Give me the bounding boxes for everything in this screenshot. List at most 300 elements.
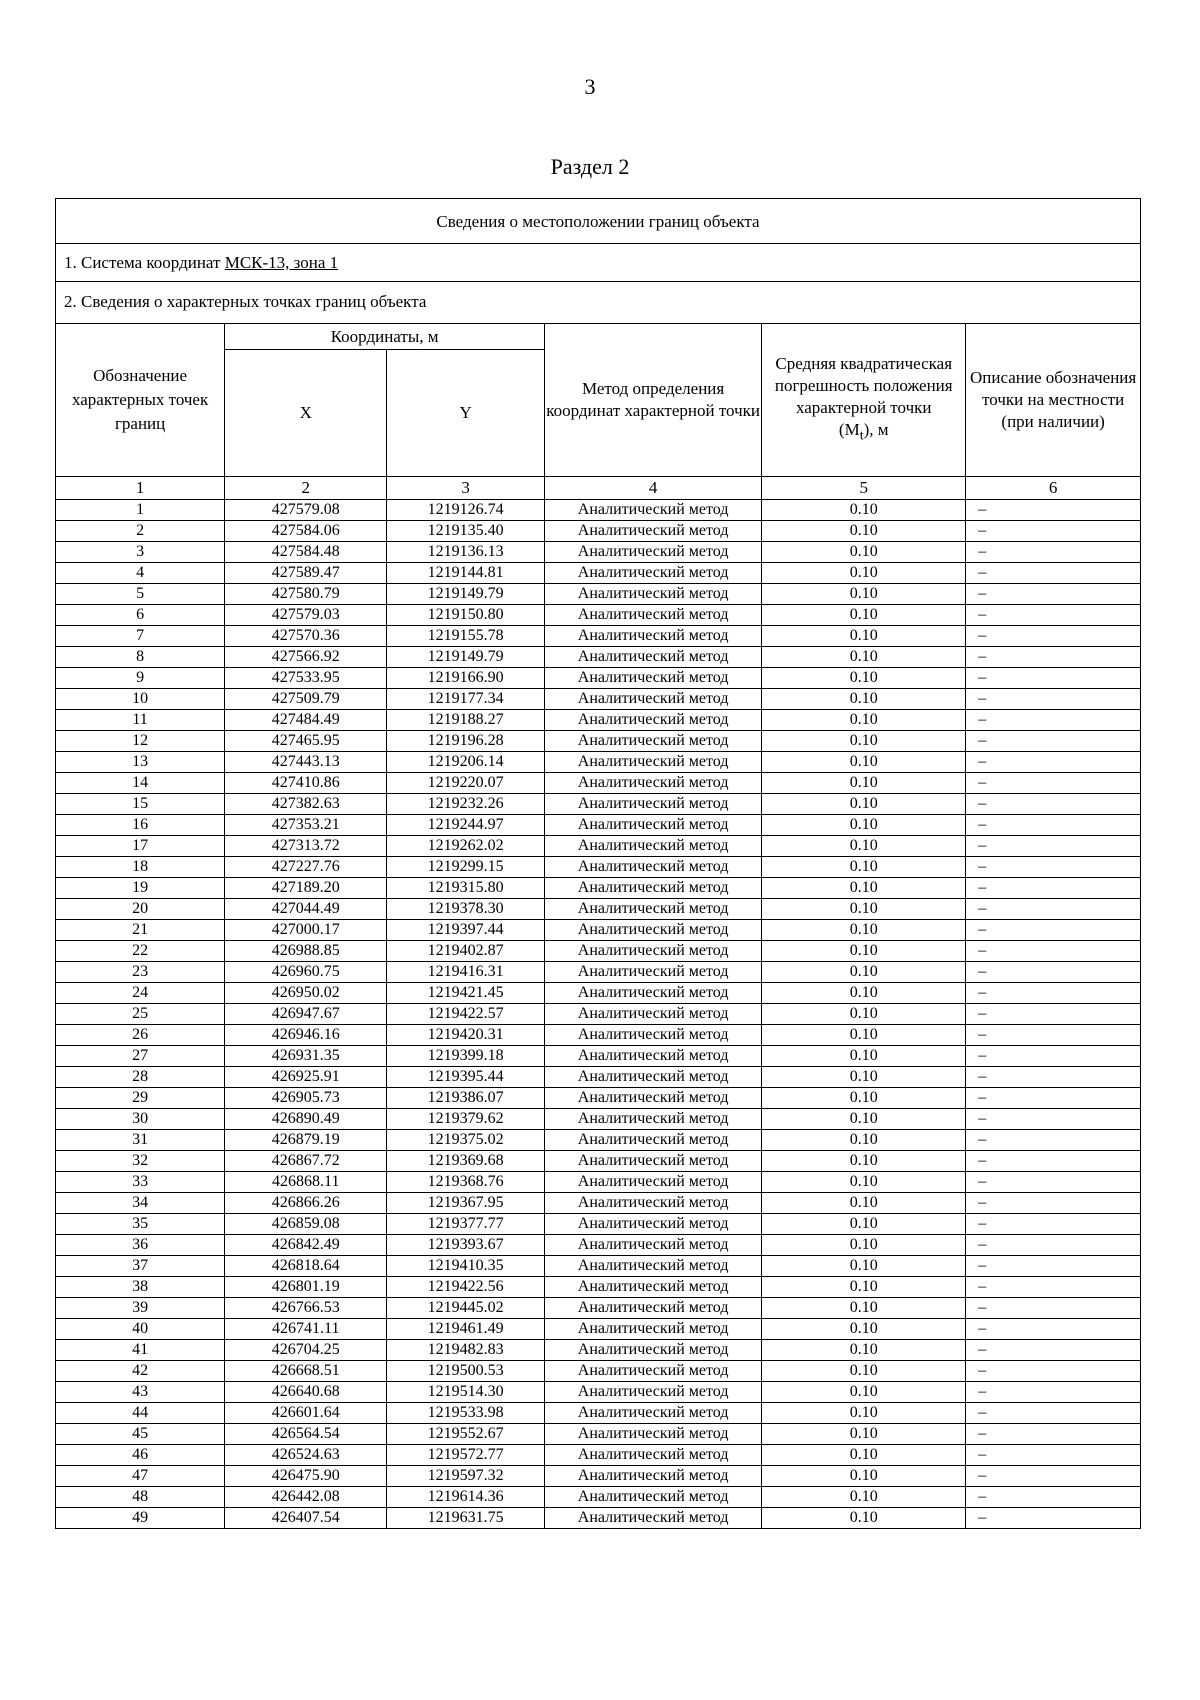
coordinate-system-value: МСК-13, зона 1	[224, 253, 339, 272]
cell-error: 0.10	[762, 563, 966, 584]
cell-y: 1219386.07	[387, 1088, 545, 1109]
cell-point-number: 48	[56, 1487, 225, 1508]
column-number: 1	[56, 477, 225, 500]
points-section-title: 2. Сведения о характерных точках границ объекта	[56, 282, 1140, 324]
cell-method: Аналитический метод	[545, 836, 762, 857]
cell-x: 426524.63	[225, 1445, 387, 1466]
cell-error: 0.10	[762, 626, 966, 647]
cell-description: –	[966, 647, 1140, 668]
cell-x: 427566.92	[225, 647, 387, 668]
cell-method: Аналитический метод	[545, 899, 762, 920]
table-row	[56, 962, 1140, 983]
cell-method: Аналитический метод	[545, 752, 762, 773]
column-number: 5	[762, 477, 966, 500]
cell-y: 1219144.81	[387, 563, 545, 584]
cell-y: 1219155.78	[387, 626, 545, 647]
cell-point-number: 16	[56, 815, 225, 836]
cell-x: 426442.08	[225, 1487, 387, 1508]
cell-y: 1219368.76	[387, 1172, 545, 1193]
cell-description: –	[966, 542, 1140, 563]
cell-method: Аналитический метод	[545, 1088, 762, 1109]
cell-error: 0.10	[762, 752, 966, 773]
cell-description: –	[966, 1319, 1140, 1340]
header-row-top	[56, 324, 1140, 350]
cell-x: 427589.47	[225, 563, 387, 584]
cell-point-number: 47	[56, 1466, 225, 1487]
col-header-coordinates: Координаты, м	[225, 324, 545, 350]
cell-description: –	[966, 941, 1140, 962]
points-table	[56, 324, 1140, 1528]
cell-method: Аналитический метод	[545, 1004, 762, 1025]
page-number: 3	[584, 74, 596, 99]
cell-error: 0.10	[762, 1403, 966, 1424]
cell-point-number: 24	[56, 983, 225, 1004]
cell-point-number: 37	[56, 1256, 225, 1277]
cell-y: 1219315.80	[387, 878, 545, 899]
table-row	[56, 1403, 1140, 1424]
cell-y: 1219614.36	[387, 1487, 545, 1508]
cell-point-number: 9	[56, 668, 225, 689]
cell-error: 0.10	[762, 647, 966, 668]
table-row	[56, 1130, 1140, 1151]
cell-description: –	[966, 1508, 1140, 1529]
cell-method: Аналитический метод	[545, 1298, 762, 1319]
cell-error: 0.10	[762, 1298, 966, 1319]
cell-x: 426668.51	[225, 1361, 387, 1382]
table-row	[56, 1151, 1140, 1172]
cell-error: 0.10	[762, 1109, 966, 1130]
cell-point-number: 44	[56, 1403, 225, 1424]
cell-error: 0.10	[762, 1130, 966, 1151]
table-row	[56, 794, 1140, 815]
cell-method: Аналитический метод	[545, 878, 762, 899]
cell-point-number: 6	[56, 605, 225, 626]
cell-description: –	[966, 752, 1140, 773]
cell-description: –	[966, 773, 1140, 794]
table-row	[56, 500, 1140, 521]
cell-y: 1219262.02	[387, 836, 545, 857]
cell-error: 0.10	[762, 1151, 966, 1172]
cell-error: 0.10	[762, 1214, 966, 1235]
cell-method: Аналитический метод	[545, 1424, 762, 1445]
cell-x: 427000.17	[225, 920, 387, 941]
cell-y: 1219597.32	[387, 1466, 545, 1487]
cell-x: 426859.08	[225, 1214, 387, 1235]
cell-error: 0.10	[762, 710, 966, 731]
cell-description: –	[966, 605, 1140, 626]
cell-y: 1219572.77	[387, 1445, 545, 1466]
cell-point-number: 22	[56, 941, 225, 962]
cell-error: 0.10	[762, 1046, 966, 1067]
cell-y: 1219369.68	[387, 1151, 545, 1172]
table-row	[56, 1004, 1140, 1025]
cell-error: 0.10	[762, 983, 966, 1004]
table-row	[56, 773, 1140, 794]
cell-description: –	[966, 1235, 1140, 1256]
cell-x: 426950.02	[225, 983, 387, 1004]
cell-description: –	[966, 1298, 1140, 1319]
table-row	[56, 731, 1140, 752]
cell-description: –	[966, 1403, 1140, 1424]
cell-x: 426704.25	[225, 1340, 387, 1361]
cell-x: 426407.54	[225, 1508, 387, 1529]
cell-description: –	[966, 626, 1140, 647]
points-table-body	[56, 500, 1140, 1529]
section-title: Раздел 2	[550, 154, 630, 179]
cell-y: 1219379.62	[387, 1109, 545, 1130]
table-row	[56, 1340, 1140, 1361]
cell-description: –	[966, 1466, 1140, 1487]
table-row	[56, 1256, 1140, 1277]
cell-error: 0.10	[762, 1235, 966, 1256]
cell-description: –	[966, 1214, 1140, 1235]
cell-method: Аналитический метод	[545, 605, 762, 626]
cell-description: –	[966, 668, 1140, 689]
cell-method: Аналитический метод	[545, 773, 762, 794]
table-row	[56, 1424, 1140, 1445]
cell-description: –	[966, 1088, 1140, 1109]
cell-point-number: 49	[56, 1508, 225, 1529]
cell-method: Аналитический метод	[545, 1025, 762, 1046]
cell-description: –	[966, 899, 1140, 920]
col-header-x: X	[225, 350, 387, 477]
cell-x: 426947.67	[225, 1004, 387, 1025]
cell-error: 0.10	[762, 1508, 966, 1529]
cell-point-number: 10	[56, 689, 225, 710]
cell-x: 427227.76	[225, 857, 387, 878]
cell-x: 426867.72	[225, 1151, 387, 1172]
cell-method: Аналитический метод	[545, 1319, 762, 1340]
table-row	[56, 1172, 1140, 1193]
cell-error: 0.10	[762, 899, 966, 920]
cell-description: –	[966, 1487, 1140, 1508]
cell-description: –	[966, 983, 1140, 1004]
table-row	[56, 626, 1140, 647]
table-row	[56, 899, 1140, 920]
cell-x: 427584.06	[225, 521, 387, 542]
cell-x: 427189.20	[225, 878, 387, 899]
cell-x: 427484.49	[225, 710, 387, 731]
cell-method: Аналитический метод	[545, 1277, 762, 1298]
cell-description: –	[966, 500, 1140, 521]
cell-method: Аналитический метод	[545, 1235, 762, 1256]
cell-y: 1219397.44	[387, 920, 545, 941]
cell-method: Аналитический метод	[545, 920, 762, 941]
cell-error: 0.10	[762, 731, 966, 752]
cell-error: 0.10	[762, 962, 966, 983]
cell-x: 426601.64	[225, 1403, 387, 1424]
cell-y: 1219552.67	[387, 1424, 545, 1445]
cell-point-number: 19	[56, 878, 225, 899]
table-row	[56, 1193, 1140, 1214]
cell-y: 1219150.80	[387, 605, 545, 626]
cell-description: –	[966, 584, 1140, 605]
cell-x: 426925.91	[225, 1067, 387, 1088]
cell-x: 426890.49	[225, 1109, 387, 1130]
table-row	[56, 668, 1140, 689]
cell-description: –	[966, 815, 1140, 836]
cell-x: 426564.54	[225, 1424, 387, 1445]
cell-point-number: 27	[56, 1046, 225, 1067]
cell-method: Аналитический метод	[545, 1508, 762, 1529]
cell-error: 0.10	[762, 1004, 966, 1025]
col-header-error-unit: ), м	[863, 420, 889, 440]
cell-point-number: 13	[56, 752, 225, 773]
coordinate-system-row	[56, 244, 1140, 282]
cell-point-number: 14	[56, 773, 225, 794]
cell-description: –	[966, 857, 1140, 878]
table-row	[56, 1067, 1140, 1088]
cell-point-number: 8	[56, 647, 225, 668]
cell-description: –	[966, 689, 1140, 710]
cell-error: 0.10	[762, 689, 966, 710]
table-row	[56, 542, 1140, 563]
cell-error: 0.10	[762, 941, 966, 962]
table-row	[56, 647, 1140, 668]
cell-x: 427533.95	[225, 668, 387, 689]
cell-error: 0.10	[762, 1382, 966, 1403]
cell-y: 1219393.67	[387, 1235, 545, 1256]
cell-x: 426842.49	[225, 1235, 387, 1256]
cell-x: 426640.68	[225, 1382, 387, 1403]
cell-x: 426946.16	[225, 1025, 387, 1046]
table-row	[56, 983, 1140, 1004]
cell-description: –	[966, 1361, 1140, 1382]
cell-error: 0.10	[762, 773, 966, 794]
cell-x: 426866.26	[225, 1193, 387, 1214]
cell-point-number: 23	[56, 962, 225, 983]
cell-point-number: 33	[56, 1172, 225, 1193]
cell-point-number: 39	[56, 1298, 225, 1319]
cell-error: 0.10	[762, 1256, 966, 1277]
cell-description: –	[966, 1172, 1140, 1193]
table-row	[56, 836, 1140, 857]
cell-x: 426905.73	[225, 1088, 387, 1109]
cell-description: –	[966, 920, 1140, 941]
cell-method: Аналитический метод	[545, 1214, 762, 1235]
table-row	[56, 1025, 1140, 1046]
cell-error: 0.10	[762, 500, 966, 521]
cell-description: –	[966, 836, 1140, 857]
cell-description: –	[966, 563, 1140, 584]
cell-description: –	[966, 1256, 1140, 1277]
cell-method: Аналитический метод	[545, 857, 762, 878]
cell-method: Аналитический метод	[545, 1172, 762, 1193]
cell-method: Аналитический метод	[545, 1361, 762, 1382]
cell-y: 1219410.35	[387, 1256, 545, 1277]
table-header: Сведения о местоположении границ объекта	[56, 199, 1140, 244]
table-row	[56, 1109, 1140, 1130]
cell-point-number: 43	[56, 1382, 225, 1403]
cell-x: 426766.53	[225, 1298, 387, 1319]
table-row	[56, 815, 1140, 836]
cell-x: 427443.13	[225, 752, 387, 773]
cell-method: Аналитический метод	[545, 815, 762, 836]
cell-description: –	[966, 1004, 1140, 1025]
table-row	[56, 857, 1140, 878]
cell-y: 1219395.44	[387, 1067, 545, 1088]
cell-description: –	[966, 1424, 1140, 1445]
cell-error: 0.10	[762, 1025, 966, 1046]
table-row	[56, 941, 1140, 962]
cell-description: –	[966, 1193, 1140, 1214]
cell-error: 0.10	[762, 1466, 966, 1487]
cell-method: Аналитический метод	[545, 1466, 762, 1487]
cell-error: 0.10	[762, 1340, 966, 1361]
cell-y: 1219378.30	[387, 899, 545, 920]
cell-y: 1219196.28	[387, 731, 545, 752]
cell-x: 426801.19	[225, 1277, 387, 1298]
cell-y: 1219136.13	[387, 542, 545, 563]
table-row	[56, 752, 1140, 773]
cell-x: 427044.49	[225, 899, 387, 920]
table-row	[56, 689, 1140, 710]
cell-point-number: 25	[56, 1004, 225, 1025]
cell-point-number: 36	[56, 1235, 225, 1256]
col-header-error	[762, 324, 966, 477]
table-row	[56, 521, 1140, 542]
cell-error: 0.10	[762, 1067, 966, 1088]
column-number: 4	[545, 477, 762, 500]
cell-x: 426741.11	[225, 1319, 387, 1340]
cell-point-number: 18	[56, 857, 225, 878]
cell-method: Аналитический метод	[545, 1487, 762, 1508]
cell-error: 0.10	[762, 815, 966, 836]
cell-error: 0.10	[762, 1193, 966, 1214]
cell-x: 427579.03	[225, 605, 387, 626]
cell-error: 0.10	[762, 542, 966, 563]
cell-y: 1219149.79	[387, 647, 545, 668]
cell-x: 427382.63	[225, 794, 387, 815]
cell-error: 0.10	[762, 920, 966, 941]
col-header-description: Описание обозначения точки на местности (при наличии)	[966, 324, 1140, 477]
cell-method: Аналитический метод	[545, 584, 762, 605]
cell-method: Аналитический метод	[545, 941, 762, 962]
cell-y: 1219461.49	[387, 1319, 545, 1340]
cell-error: 0.10	[762, 857, 966, 878]
cell-y: 1219377.77	[387, 1214, 545, 1235]
cell-point-number: 41	[56, 1340, 225, 1361]
cell-y: 1219232.26	[387, 794, 545, 815]
cell-y: 1219422.56	[387, 1277, 545, 1298]
cell-method: Аналитический метод	[545, 563, 762, 584]
cell-y: 1219126.74	[387, 500, 545, 521]
cell-y: 1219375.02	[387, 1130, 545, 1151]
cell-x: 426988.85	[225, 941, 387, 962]
cell-y: 1219367.95	[387, 1193, 545, 1214]
cell-y: 1219149.79	[387, 584, 545, 605]
cell-error: 0.10	[762, 521, 966, 542]
cell-method: Аналитический метод	[545, 1340, 762, 1361]
cell-x: 426879.19	[225, 1130, 387, 1151]
table-row	[56, 584, 1140, 605]
cell-method: Аналитический метод	[545, 626, 762, 647]
cell-point-number: 7	[56, 626, 225, 647]
table-row	[56, 1277, 1140, 1298]
cell-point-number: 2	[56, 521, 225, 542]
col-header-error-text: Средняя квадратическая погрешность положения характерной точки	[774, 354, 953, 418]
cell-description: –	[966, 962, 1140, 983]
cell-y: 1219420.31	[387, 1025, 545, 1046]
cell-description: –	[966, 1340, 1140, 1361]
col-header-error-symbol: (M	[838, 420, 860, 440]
cell-description: –	[966, 1130, 1140, 1151]
cell-description: –	[966, 1067, 1140, 1088]
cell-method: Аналитический метод	[545, 668, 762, 689]
cell-point-number: 4	[56, 563, 225, 584]
table-row	[56, 1445, 1140, 1466]
column-number: 2	[225, 477, 387, 500]
cell-x: 426931.35	[225, 1046, 387, 1067]
cell-method: Аналитический метод	[545, 794, 762, 815]
cell-y: 1219188.27	[387, 710, 545, 731]
cell-error: 0.10	[762, 1361, 966, 1382]
cell-method: Аналитический метод	[545, 710, 762, 731]
cell-error: 0.10	[762, 605, 966, 626]
cell-method: Аналитический метод	[545, 1403, 762, 1424]
cell-point-number: 15	[56, 794, 225, 815]
cell-error: 0.10	[762, 1445, 966, 1466]
cell-point-number: 11	[56, 710, 225, 731]
cell-method: Аналитический метод	[545, 647, 762, 668]
boundary-info-table	[55, 198, 1141, 1529]
table-row	[56, 1046, 1140, 1067]
cell-point-number: 1	[56, 500, 225, 521]
cell-error: 0.10	[762, 1487, 966, 1508]
cell-method: Аналитический метод	[545, 689, 762, 710]
table-row	[56, 1466, 1140, 1487]
cell-method: Аналитический метод	[545, 1109, 762, 1130]
cell-description: –	[966, 878, 1140, 899]
cell-y: 1219422.57	[387, 1004, 545, 1025]
cell-point-number: 3	[56, 542, 225, 563]
cell-y: 1219533.98	[387, 1403, 545, 1424]
cell-description: –	[966, 1445, 1140, 1466]
cell-point-number: 30	[56, 1109, 225, 1130]
cell-y: 1219220.07	[387, 773, 545, 794]
cell-method: Аналитический метод	[545, 1151, 762, 1172]
cell-point-number: 26	[56, 1025, 225, 1046]
cell-error: 0.10	[762, 1319, 966, 1340]
cell-description: –	[966, 1382, 1140, 1403]
cell-point-number: 31	[56, 1130, 225, 1151]
cell-point-number: 35	[56, 1214, 225, 1235]
cell-point-number: 17	[56, 836, 225, 857]
table-row	[56, 1088, 1140, 1109]
cell-method: Аналитический метод	[545, 983, 762, 1004]
cell-x: 427570.36	[225, 626, 387, 647]
cell-x: 426960.75	[225, 962, 387, 983]
col-header-y: Y	[387, 350, 545, 477]
cell-method: Аналитический метод	[545, 1193, 762, 1214]
cell-x: 427313.72	[225, 836, 387, 857]
cell-y: 1219177.34	[387, 689, 545, 710]
cell-error: 0.10	[762, 836, 966, 857]
cell-description: –	[966, 1151, 1140, 1172]
cell-point-number: 34	[56, 1193, 225, 1214]
cell-x: 426818.64	[225, 1256, 387, 1277]
cell-method: Аналитический метод	[545, 1067, 762, 1088]
cell-x: 427465.95	[225, 731, 387, 752]
cell-method: Аналитический метод	[545, 1046, 762, 1067]
coordinate-system-label: 1. Система координат	[64, 253, 225, 272]
cell-x: 426868.11	[225, 1172, 387, 1193]
table-row	[56, 1487, 1140, 1508]
table-row	[56, 1382, 1140, 1403]
cell-y: 1219135.40	[387, 521, 545, 542]
cell-point-number: 40	[56, 1319, 225, 1340]
cell-y: 1219482.83	[387, 1340, 545, 1361]
